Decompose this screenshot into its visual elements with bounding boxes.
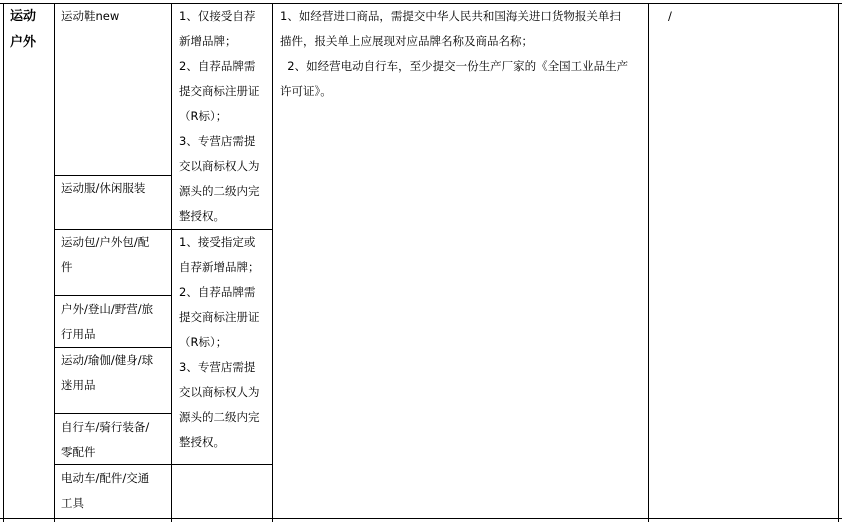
row-divider <box>54 295 171 296</box>
subcategory-item: 运动包/户外包/配 件 <box>61 235 150 274</box>
col-divider <box>838 3 839 522</box>
subcategory-item: 运动服/休闲服装 <box>61 181 146 195</box>
col-divider <box>272 3 273 522</box>
main-category: 运动 户外 <box>10 9 37 50</box>
subcategory-item: 电动车/配件/交通 工具 <box>61 471 150 510</box>
col-divider <box>171 3 172 522</box>
notes-cell: 1、如经营进口商品，需提交中华人民共和国海关进口货物报关单扫 描件，报关单上应展现对应品牌名称及商品名称； 2、如经营电动自行车，至少提交一份生产厂家的《全国工业品生产 许可证》。 <box>280 9 629 98</box>
row-divider <box>54 413 171 414</box>
subcategory-item: 自行车/骑行装备/ 零配件 <box>61 420 150 459</box>
subcategory-item: 运动/瑜伽/健身/球 迷用品 <box>61 353 154 392</box>
requirements-cell: 1、接受指定或 自荐新增品牌； 2、自荐品牌需 提交商标注册证 （R标）； 3、专营店需提 交以商标权人为 源头的二级内完 整授权。 <box>179 235 260 449</box>
requirements-cell: 1、仅接受自荐 新增品牌； 2、自荐品牌需 提交商标注册证 （R标）； 3、专营店需提 交以商标权人为 源头的二级内完 整授权。 <box>179 9 260 223</box>
last-column-value: / <box>668 9 672 23</box>
subcategory-item: 户外/登山/野营/旅 行用品 <box>61 302 154 341</box>
col-divider <box>648 3 649 522</box>
col-divider <box>54 3 55 522</box>
col-divider <box>3 3 4 522</box>
table-bottom-border <box>0 518 842 519</box>
subcategory-item: 运动鞋new <box>61 9 120 23</box>
